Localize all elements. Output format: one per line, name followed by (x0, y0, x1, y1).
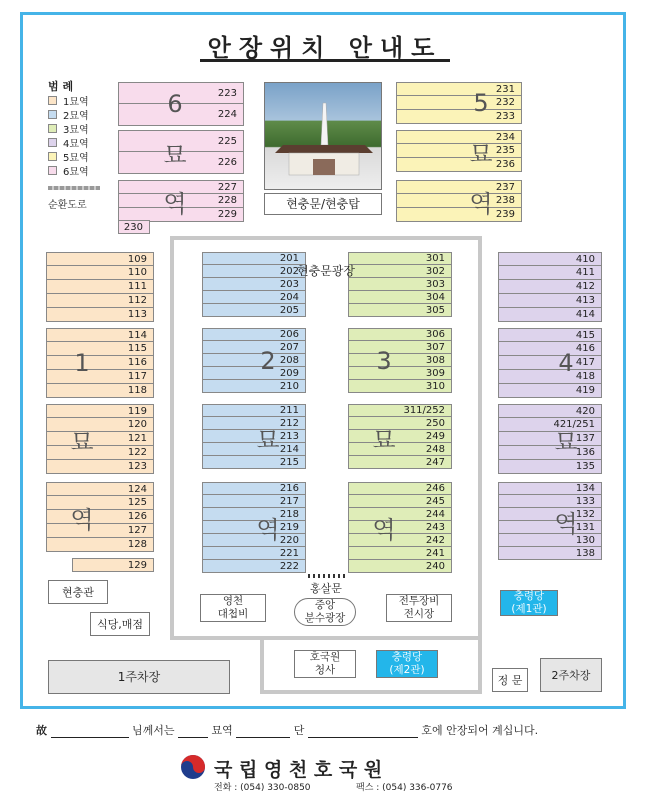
section-s2-char: 역 (256, 515, 280, 544)
plot-s1[interactable]: 115 (46, 342, 154, 356)
plot-s5[interactable]: 232 (396, 96, 522, 110)
equipment-line-2: 전시장 (403, 608, 435, 620)
plot-s3[interactable]: 243 (348, 521, 452, 534)
hall1-line-1: 충령당 (513, 590, 545, 602)
legend-item (48, 122, 89, 135)
plot-s4[interactable]: 136 (498, 446, 602, 460)
section-s6-char: 6 (167, 90, 183, 118)
legend-road-label: 순환도로 (48, 200, 87, 211)
plot-s4[interactable]: 138 (498, 547, 602, 560)
plot-s1[interactable]: 121 (46, 432, 154, 446)
plaza-label: 현충문광장 (297, 264, 355, 278)
plot-s2[interactable]: 215 (202, 456, 306, 469)
plot-s3[interactable]: 306 (348, 328, 452, 341)
plot-s3[interactable]: 250 (348, 417, 452, 430)
plot-s4[interactable]: 412 (498, 280, 602, 294)
plot-s5[interactable]: 236 (396, 158, 522, 172)
plot-s4[interactable]: 135 (498, 460, 602, 474)
plot-s6[interactable]: 224 (118, 104, 244, 126)
plot-s6[interactable]: 223 (118, 82, 244, 104)
plot-s2[interactable]: 209 (202, 367, 306, 380)
plot-s3[interactable]: 242 (348, 534, 452, 547)
monument-line-1: 영천 (222, 595, 244, 607)
plot-s1-extra[interactable]: 129 (72, 558, 154, 572)
sentence-part-3: 단 (293, 724, 305, 737)
office-building[interactable] (294, 650, 356, 678)
fountain-plaza[interactable] (294, 598, 356, 626)
plot-s2[interactable]: 208 (202, 354, 306, 367)
ossuary-hall-2[interactable] (376, 650, 438, 678)
plot-s5[interactable]: 239 (396, 208, 522, 222)
plot-s3[interactable]: 249 (348, 430, 452, 443)
plot-s3[interactable]: 248 (348, 443, 452, 456)
plot-s4[interactable]: 414 (498, 308, 602, 322)
plot-s4[interactable]: 418 (498, 370, 602, 384)
equipment-line-1: 전투장비 (398, 595, 440, 607)
legend-item (48, 94, 89, 107)
plot-s2[interactable]: 204 (202, 291, 306, 304)
plot-s5[interactable]: 238 (396, 194, 522, 208)
plot-s4[interactable]: 417 (498, 356, 602, 370)
plot-s2[interactable]: 220 (202, 534, 306, 547)
hall2-line-2: (제2관) (389, 664, 425, 676)
plot-s2[interactable]: 214 (202, 443, 306, 456)
plot-s3[interactable]: 308 (348, 354, 452, 367)
plot-s5[interactable]: 234 (396, 130, 522, 144)
legend-swatch (48, 152, 57, 161)
legend-label: 5묘역 (63, 153, 89, 164)
section-s5-char: 5 (473, 89, 489, 117)
plot-s2[interactable]: 210 (202, 380, 306, 393)
legend-item (48, 150, 89, 163)
plot-s3[interactable]: 244 (348, 508, 452, 521)
plot-s1[interactable]: 122 (46, 446, 154, 460)
plot-s3[interactable]: 246 (348, 482, 452, 495)
plot-s2[interactable]: 205 (202, 304, 306, 317)
section-s5-char: 역 (469, 189, 493, 218)
plot-s4[interactable]: 420 (498, 404, 602, 418)
plot-s1[interactable]: 119 (46, 404, 154, 418)
restaurant-shop[interactable]: 식당,매점 (90, 612, 150, 636)
plot-s5[interactable]: 233 (396, 110, 522, 124)
plot-s2[interactable]: 219 (202, 521, 306, 534)
sentence-part-1: 님께서는 (132, 724, 175, 737)
plot-s1[interactable]: 123 (46, 460, 154, 474)
plot-s6[interactable]: 226 (118, 152, 244, 174)
sentence-part-4: 호에 안장되어 계십니다. (421, 724, 539, 737)
plot-s1[interactable]: 112 (46, 294, 154, 308)
plot-s4[interactable]: 131 (498, 521, 602, 534)
plot-s1[interactable]: 128 (46, 538, 154, 552)
section-blank[interactable] (178, 727, 208, 738)
gate-label: 홍살문 (310, 582, 342, 595)
name-blank[interactable] (51, 727, 129, 738)
section-s4-char: 역 (554, 509, 578, 538)
plot-s1[interactable]: 111 (46, 280, 154, 294)
plot-s1[interactable]: 116 (46, 356, 154, 370)
plot-s5[interactable]: 235 (396, 144, 522, 158)
plot-s1[interactable]: 120 (46, 418, 154, 432)
plot-s4[interactable]: 411 (498, 266, 602, 280)
section-s3-char: 3 (376, 347, 392, 375)
plot-s2[interactable]: 206 (202, 328, 306, 341)
plot-s2[interactable]: 221 (202, 547, 306, 560)
memorial-tower-photo (264, 82, 382, 190)
plot-s3[interactable]: 304 (348, 291, 452, 304)
legend-swatch (48, 124, 57, 133)
plot-s6[interactable]: 227 (118, 180, 244, 194)
plot-s1[interactable]: 127 (46, 524, 154, 538)
gate-marker (308, 574, 346, 578)
plot-s2[interactable]: 201 (202, 252, 306, 265)
legend-item (48, 164, 89, 177)
plot-s2[interactable]: 207 (202, 341, 306, 354)
fountain-line-1: 중앙 (314, 599, 336, 611)
legend-item (48, 136, 89, 149)
plot-s2[interactable]: 202 (202, 265, 306, 278)
burial-sentence (36, 722, 626, 740)
ossuary-hall-1[interactable] (500, 590, 558, 616)
plot-s3[interactable]: 241 (348, 547, 452, 560)
plot-s3[interactable]: 240 (348, 560, 452, 573)
memorial-gate-label[interactable]: 현충문/현충탑 (264, 193, 382, 215)
equipment-exhibition[interactable] (386, 594, 452, 622)
plot-s1[interactable]: 114 (46, 328, 154, 342)
legend-label: 1묘역 (63, 97, 89, 108)
phone-number: 전화 : (054) 330-0850 (214, 783, 311, 793)
plot-s3[interactable]: 301 (348, 252, 452, 265)
section-s4-char: 묘 (554, 427, 578, 456)
legend-label: 4묘역 (63, 139, 89, 150)
plot-s3[interactable]: 247 (348, 456, 452, 469)
legend-swatch (48, 138, 57, 147)
section-s2-char: 묘 (256, 425, 280, 454)
legend-road-swatch (48, 186, 100, 190)
legend-swatch (48, 110, 57, 119)
plot-s4[interactable]: 415 (498, 328, 602, 342)
plot-s4[interactable]: 134 (498, 482, 602, 495)
number-blank[interactable] (308, 727, 418, 738)
monument-line-2: 대첩비 (217, 608, 249, 620)
plot-s1[interactable]: 117 (46, 370, 154, 384)
plot-s6-extra[interactable]: 230 (118, 220, 150, 234)
page-title: 안장위치 안내도 (200, 28, 450, 62)
plot-s4[interactable]: 419 (498, 384, 602, 398)
memorial-hall[interactable]: 현충관 (48, 580, 108, 604)
plot-s3[interactable]: 303 (348, 278, 452, 291)
plot-s1[interactable]: 109 (46, 252, 154, 266)
row-blank[interactable] (236, 727, 290, 738)
plot-s3[interactable]: 311/252 (348, 404, 452, 417)
plot-s2[interactable]: 222 (202, 560, 306, 573)
section-s5-char: 묘 (469, 139, 493, 168)
plot-s5[interactable]: 231 (396, 82, 522, 96)
plot-s2[interactable]: 213 (202, 430, 306, 443)
legend-swatch (48, 166, 57, 175)
plot-s2[interactable]: 203 (202, 278, 306, 291)
section-s1-char: 1 (74, 349, 90, 377)
org-name: 국 립 영 천 호 국 원 (214, 759, 383, 781)
plot-s2[interactable]: 217 (202, 495, 306, 508)
section-s6-char: 묘 (163, 140, 187, 169)
section-s4-char: 4 (558, 349, 574, 377)
plot-s4[interactable]: 130 (498, 534, 602, 547)
legend-label: 6묘역 (63, 167, 89, 178)
plot-s6[interactable]: 225 (118, 130, 244, 152)
section-s2-char: 2 (260, 347, 276, 375)
plot-s1[interactable]: 110 (46, 266, 154, 280)
legend-item (48, 108, 89, 121)
plot-s4[interactable]: 416 (498, 342, 602, 356)
plot-s1[interactable]: 126 (46, 510, 154, 524)
plot-s1[interactable]: 113 (46, 308, 154, 322)
plot-s3[interactable]: 309 (348, 367, 452, 380)
plot-s4[interactable]: 132 (498, 508, 602, 521)
parking-lot-1[interactable]: 1주차장 (48, 660, 230, 694)
plot-s6[interactable]: 229 (118, 208, 244, 222)
plot-s4[interactable]: 410 (498, 252, 602, 266)
taegeuk-logo-icon (180, 754, 206, 780)
hall2-line-1: 충령당 (391, 651, 423, 663)
plot-s3[interactable]: 310 (348, 380, 452, 393)
office-line-1: 호국원 (309, 651, 341, 663)
fountain-line-2: 분수광장 (304, 612, 346, 624)
plot-s3[interactable]: 307 (348, 341, 452, 354)
section-s1-char: 묘 (70, 427, 94, 456)
hall1-line-2: (제1관) (511, 603, 547, 615)
plot-s2[interactable]: 216 (202, 482, 306, 495)
plot-s4[interactable]: 421/251 (498, 418, 602, 432)
plot-s6[interactable]: 228 (118, 194, 244, 208)
plot-s3[interactable]: 305 (348, 304, 452, 317)
section-s6-char: 역 (163, 189, 187, 218)
plot-s4[interactable]: 133 (498, 495, 602, 508)
plot-s2[interactable]: 211 (202, 404, 306, 417)
section-s3-char: 역 (372, 515, 396, 544)
legend-swatch (48, 96, 57, 105)
section-s1-char: 역 (70, 505, 94, 534)
plot-s4[interactable]: 413 (498, 294, 602, 308)
office-line-2: 청사 (314, 664, 336, 676)
plot-s3[interactable]: 245 (348, 495, 452, 508)
plot-s5[interactable]: 237 (396, 180, 522, 194)
plot-s2[interactable]: 212 (202, 417, 306, 430)
plot-s3[interactable]: 302 (348, 265, 452, 278)
parking-lot-2[interactable]: 2주차장 (540, 658, 602, 692)
legend-label: 2묘역 (63, 111, 89, 122)
plot-s1[interactable]: 118 (46, 384, 154, 398)
plot-s4[interactable]: 137 (498, 432, 602, 446)
plot-s2[interactable]: 218 (202, 508, 306, 521)
main-gate[interactable]: 정 문 (492, 668, 528, 692)
plot-s1[interactable]: 125 (46, 496, 154, 510)
section-s3-char: 묘 (372, 425, 396, 454)
legend-title: 범 례 (48, 80, 74, 93)
victory-monument[interactable] (200, 594, 266, 622)
sentence-part-2: 묘역 (211, 724, 233, 737)
sentence-prefix: 故 (36, 724, 47, 737)
legend-label: 3묘역 (63, 125, 89, 136)
plot-s1[interactable]: 124 (46, 482, 154, 496)
fax-number: 팩스 : (054) 336-0776 (356, 783, 453, 793)
